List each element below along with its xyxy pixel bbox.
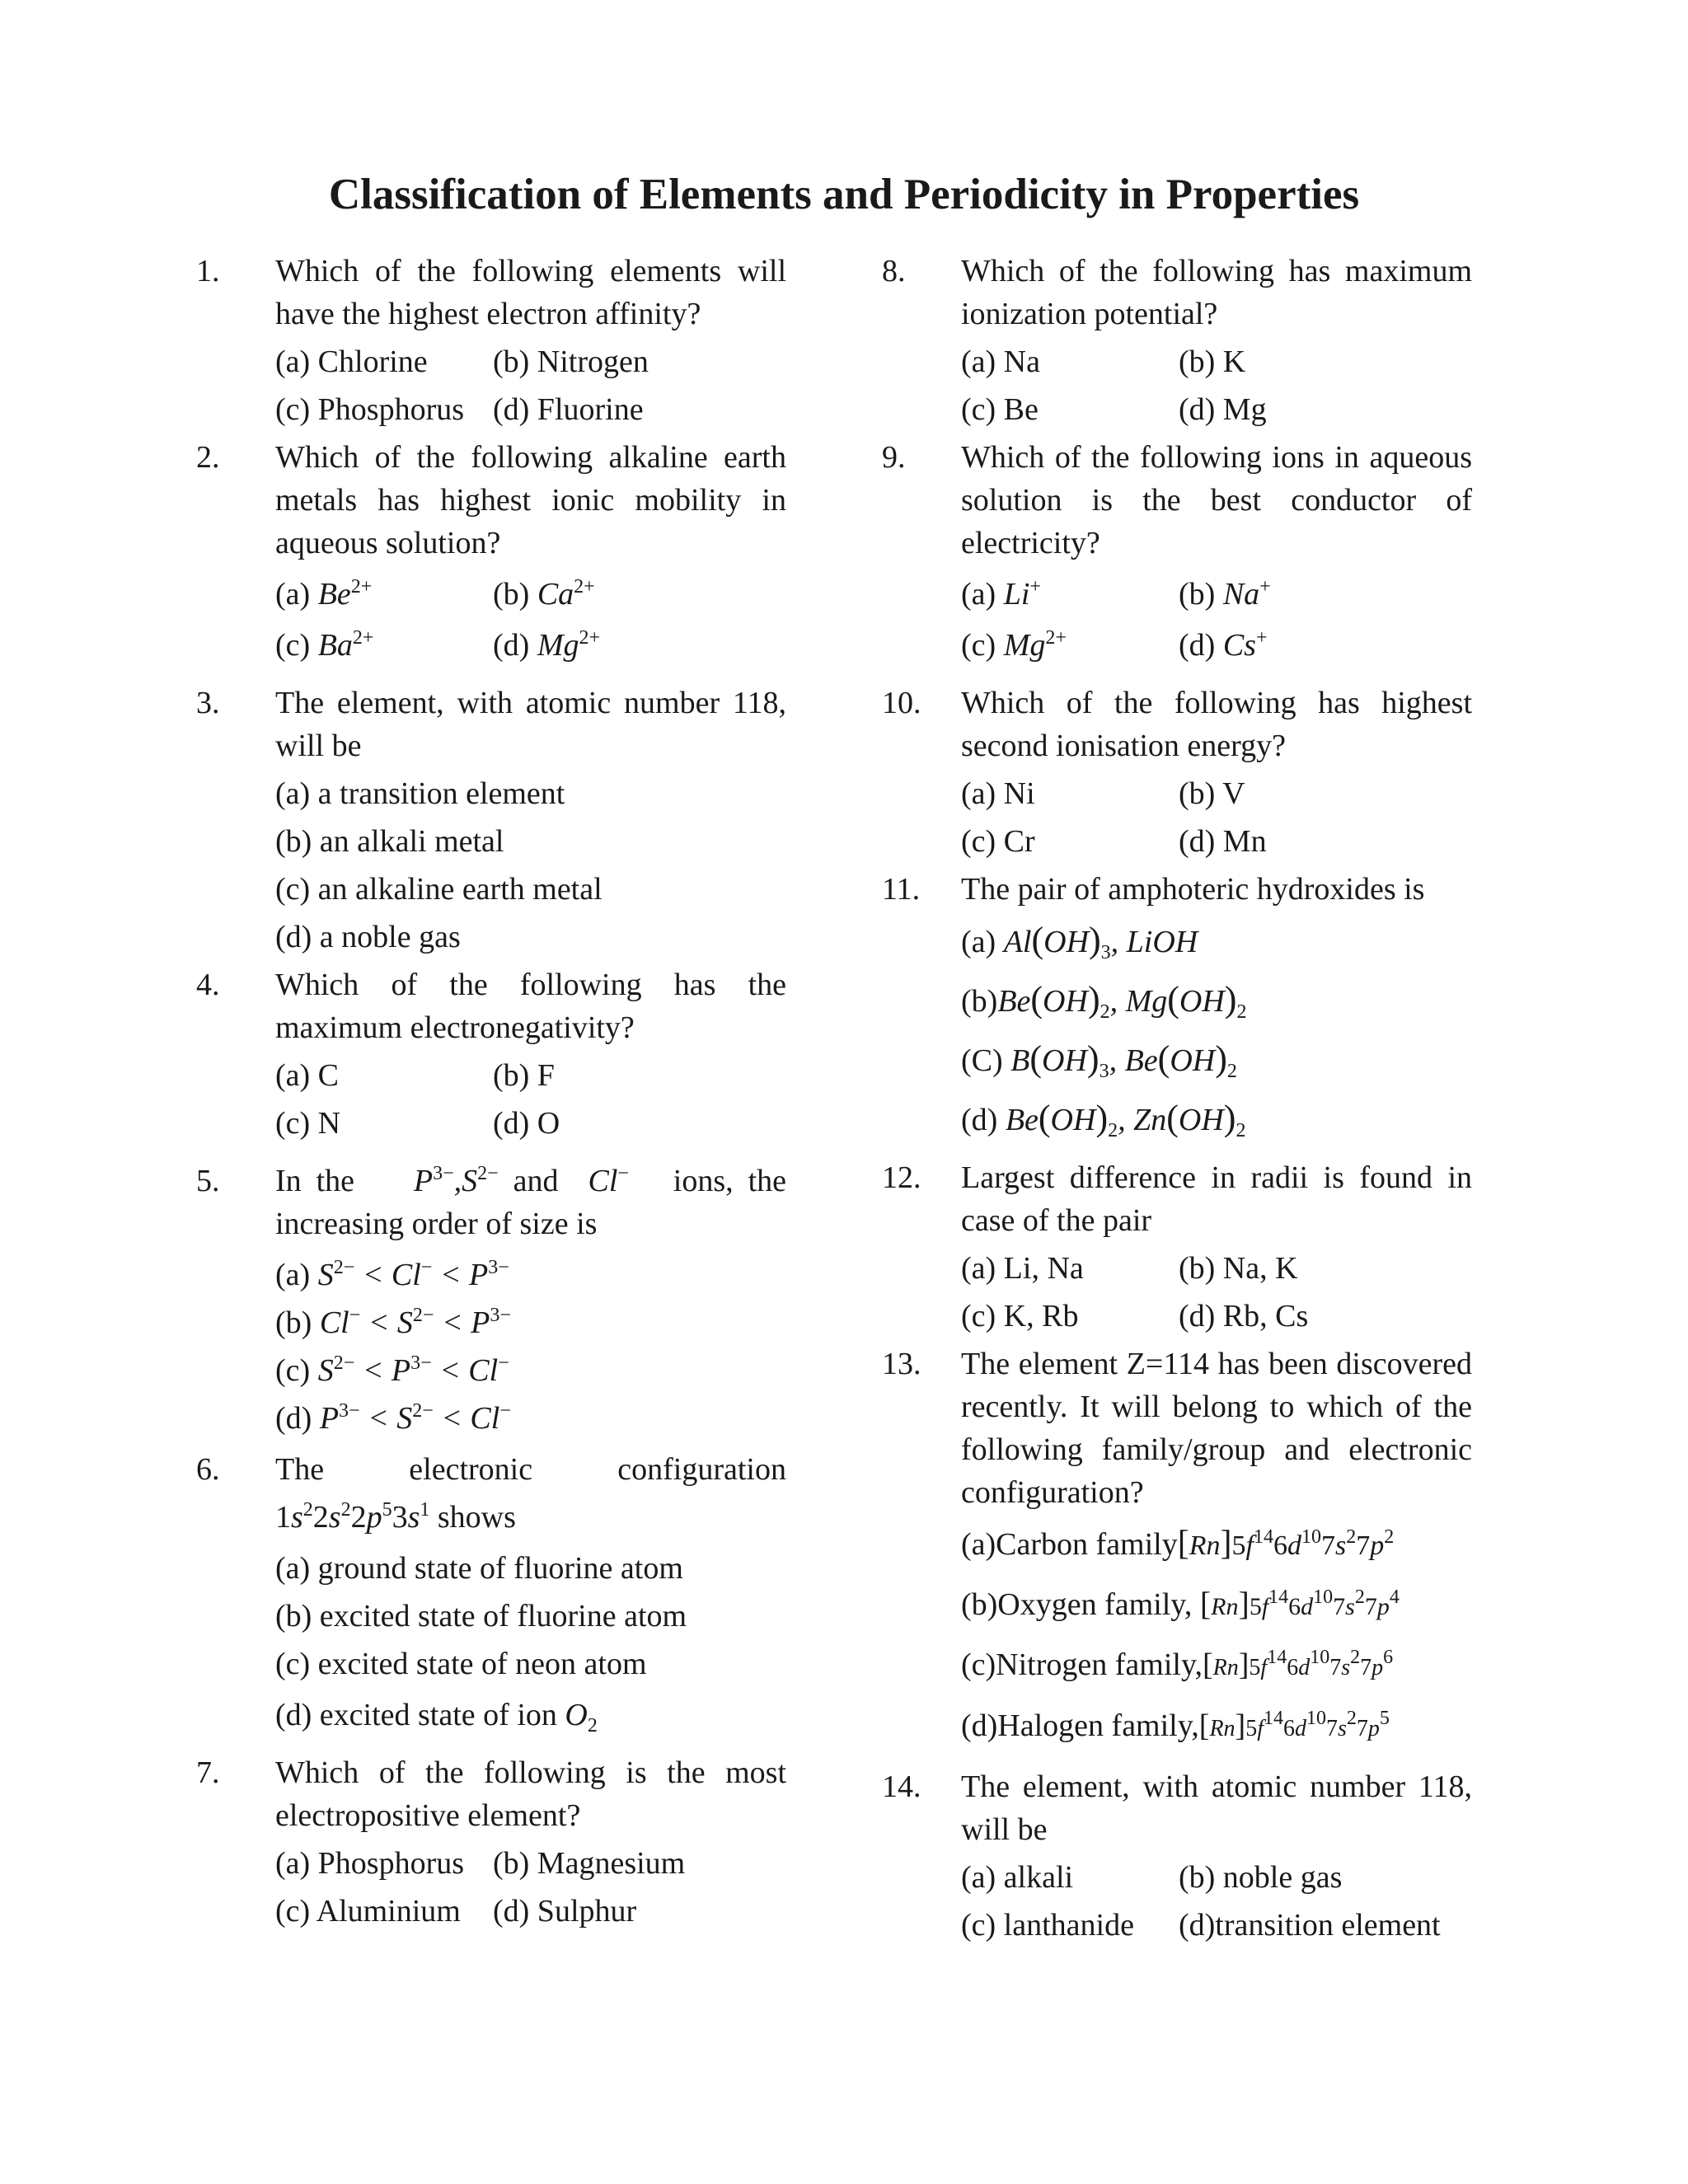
option-d: (d) Mn (1179, 824, 1267, 859)
question-number: 10. (882, 686, 921, 720)
question-text: Which of the following alkaline earth metals has highest ionic mobility in aqueous solution? (275, 440, 786, 560)
question-number: 9. (882, 440, 906, 475)
question-text: The pair of amphoteric hydroxides is (961, 872, 1425, 907)
question-text: Largest difference in radii is found in case of the pair (961, 1160, 1472, 1238)
option-b: (b) K (1179, 344, 1246, 379)
option-a: (a) alkali (961, 1860, 1074, 1895)
question-4 (196, 963, 905, 1145)
question-number: 4. (196, 968, 220, 1002)
question-9 (882, 436, 1591, 667)
question-2 (196, 436, 905, 667)
question-text: Which of the following is the most electropositive element? (275, 1755, 786, 1833)
question-text: The element Z=114 has been discovered recently. It will belong to which of the following family/group and electronic configuration? (961, 1347, 1472, 1510)
option-d: (d)Halogen $family,[Rn]5f^{14}6d^{10}7s^27p^5$ (961, 1708, 1390, 1743)
page-title: Classification of Elements and Periodicity in Properties (328, 171, 1360, 218)
option-b: (b) Nitrogen (493, 344, 649, 379)
option-a: (a) $Be^{2+}$ (275, 576, 373, 612)
option-a: (a)Carbon $family[Rn]5f^{14}6d^{10}7s^27p^2$ (961, 1525, 1395, 1563)
question-number: 13. (882, 1347, 921, 1381)
option-d: (d) Mg (1179, 392, 1267, 427)
question-11 (882, 868, 1591, 1141)
question-text: Which of the following elements will have the highest electron affinity? (275, 254, 786, 331)
option-a: (a) Phosphorus (275, 1846, 465, 1881)
question-12 (882, 1156, 1591, 1338)
question-10 (882, 682, 1591, 863)
option-b: (b) $Cl^- < S^{2-} < P^{3-}$ (275, 1305, 511, 1340)
option-d: (d) Rb, Cs (1179, 1299, 1309, 1333)
option-c: (c) $S^{2-} < P^{3-} < Cl^-$ (275, 1352, 509, 1388)
right-column (882, 250, 1591, 1947)
option-b: $(b)Be(OH)_2$, $Mg(OH)_2$ (961, 979, 1247, 1023)
option-b: (b) $Ca^{2+}$ (493, 576, 595, 612)
option-c: (c) Be (961, 392, 1039, 427)
option-c: (c) lanthanide (961, 1908, 1134, 1943)
question-7 (196, 1751, 905, 1933)
option-d: (d) O (493, 1106, 560, 1141)
option-a: (a) Li+ (961, 576, 1041, 612)
option-d: (d) $Mg^{2+}$ (493, 627, 601, 663)
question-1 (196, 250, 905, 431)
question-number: 2. (196, 440, 220, 475)
question-6 (196, 1448, 905, 1736)
option-c: (c) $Ba^{2+}$ (275, 627, 374, 663)
option-b: (b) Na+ (1179, 576, 1271, 612)
question-text: Which of the following has maximum ionization potential? (961, 254, 1472, 331)
option-c: (c) Cr (961, 824, 1035, 859)
option-a: (a) a transition element (275, 776, 565, 811)
option-c: (c) excited state of neon atom (275, 1647, 647, 1681)
question-13 (882, 1343, 1591, 1750)
question-14 (882, 1765, 1591, 1947)
option-d: (d) $Be(OH)_2$, $Zn(OH)_2$ (961, 1098, 1246, 1141)
option-a: (a) Na (961, 344, 1040, 379)
option-c: (c)Nitrogen $family,[Rn]5f^{14}6d^{10}7s^27p^6$ (961, 1647, 1394, 1682)
question-text: Which of the following ions in aqueous solution is the best conductor of electricity? (961, 440, 1472, 560)
option-d: (d) Cs+ (1179, 627, 1268, 663)
option-c: (c) an alkaline earth metal (275, 872, 603, 907)
question-text: The element, with atomic number 118, will be (961, 1769, 1472, 1847)
question-text: The element, with atomic number 118, will be (275, 686, 786, 763)
option-c: (c) N (275, 1106, 341, 1141)
option-b: (b)Oxygen family, $[Rn]5f^{14}6d^{10}7s^27p^4$ (961, 1585, 1400, 1622)
question-number: 3. (196, 686, 220, 720)
question-8 (882, 250, 1591, 431)
option-b: (b) Na, K (1179, 1251, 1298, 1286)
option-c: (c) K, Rb (961, 1299, 1079, 1333)
question-number: 12. (882, 1160, 921, 1195)
option-b: (b) noble gas (1179, 1860, 1343, 1895)
option-c: (c) $Mg^{2+}$ (961, 627, 1067, 663)
option-a: (a) Chlorine (275, 344, 428, 379)
question-text: Which of the following has highest second ionisation energy? (961, 686, 1472, 763)
question-text: The electronic configuration (275, 1452, 786, 1487)
option-d: (d) excited state of ion $O_2$ (275, 1698, 598, 1736)
option-b: (b) an alkali metal (275, 824, 504, 859)
question-text: Which of the following has the maximum electronegativity? (275, 968, 786, 1045)
question-number: 6. (196, 1452, 220, 1487)
option-d: (d)transition element (1179, 1908, 1441, 1943)
question-number: 5. (196, 1164, 220, 1198)
question-3 (196, 682, 905, 958)
option-a: (a) C (275, 1058, 340, 1093)
option-d: (d) Fluorine (493, 392, 644, 427)
question-number: 14. (882, 1769, 921, 1804)
left-column (196, 250, 905, 1933)
question-text-formula: $1s^22s^22p^53s^1$ shows (275, 1499, 516, 1535)
option-c: (C) $B(OH)_3$, $Be(OH)_2$ (961, 1038, 1237, 1082)
option-b: (b) V (1179, 776, 1245, 811)
question-text: In the $P^{3-},S^{2-}$ and Cl− ions, the increasing order of size is (275, 1163, 787, 1241)
option-b: (b) F (493, 1058, 555, 1093)
question-5 (196, 1160, 905, 1440)
question-number: 1. (196, 254, 220, 288)
option-b: (b) Magnesium (493, 1846, 686, 1881)
option-b: (b) excited state of fluorine atom (275, 1599, 687, 1633)
option-a: (a) ground state of fluorine atom (275, 1551, 683, 1586)
option-d: (d) $P^{3-} < S^{2-} < Cl^-$ (275, 1400, 511, 1436)
question-number: 7. (196, 1755, 220, 1790)
option-a: (a) Ni (961, 776, 1035, 811)
option-d: (d) a noble gas (275, 920, 461, 954)
option-a: (a) $S^{2-} < Cl^- < P^{3-}$ (275, 1257, 509, 1292)
option-c: (c) Phosphorus (275, 392, 465, 427)
question-number: 11. (882, 872, 921, 907)
question-number: 8. (882, 254, 906, 288)
option-a: (a) $Al(OH)_3$, LiOH (961, 920, 1198, 963)
option-c: (c) Aluminium (275, 1894, 461, 1929)
option-d: (d) Sulphur (493, 1894, 637, 1929)
option-a: (a) Li, Na (961, 1251, 1084, 1286)
